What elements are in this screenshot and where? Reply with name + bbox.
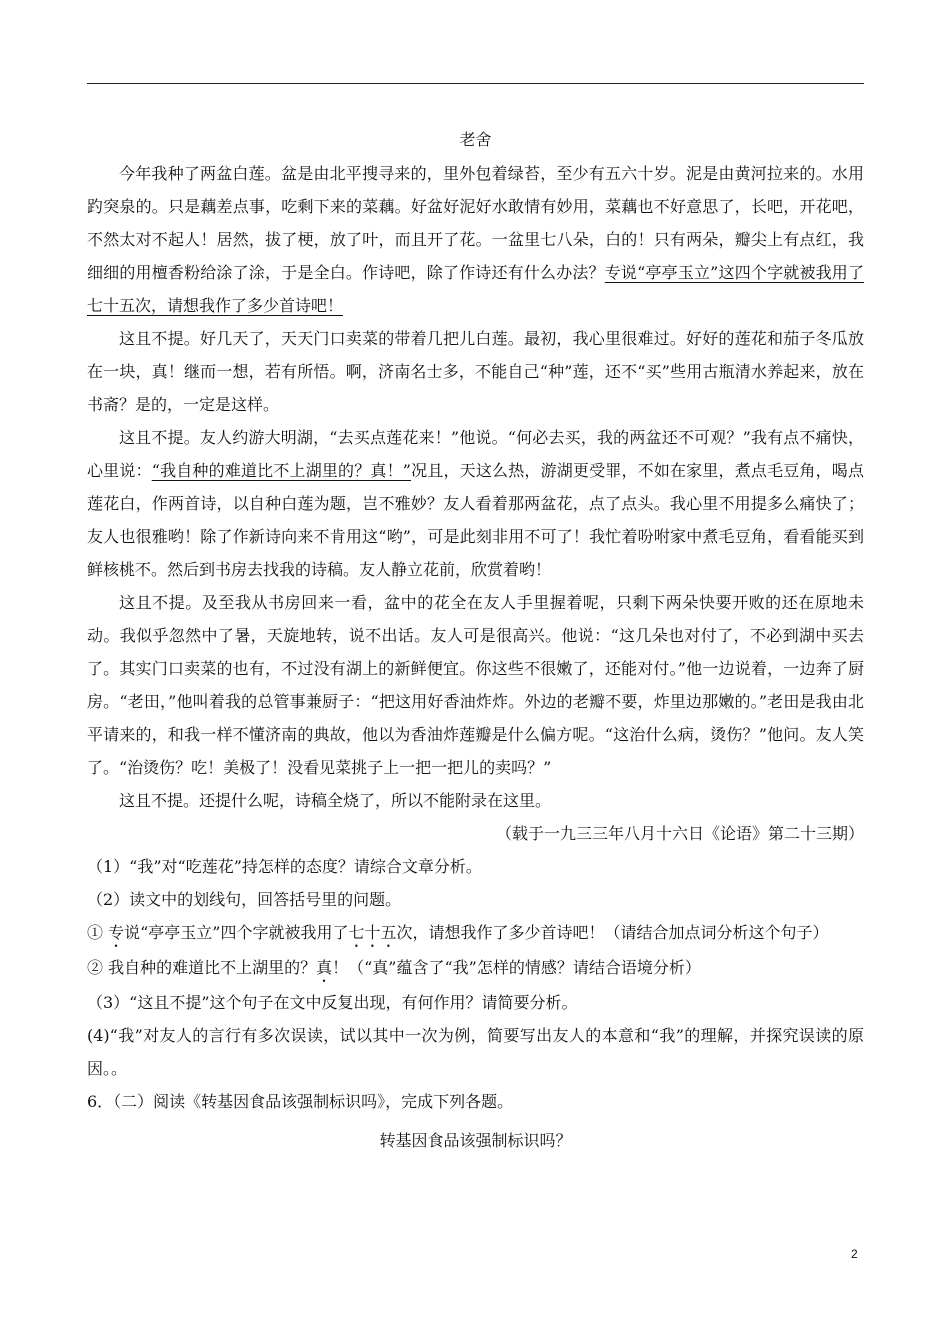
question-text: 次，请想我作了多少首诗吧！（请结合加点词分析这个句子） <box>396 923 829 942</box>
section-6-intro: 6．（二）阅读《转基因食品该强制标识吗》，完成下列各题。 <box>87 1092 514 1111</box>
item-marker: ① <box>87 923 109 942</box>
underlined-sentence-1: 专说“亭亭玉立”这四个字就被我用了七十五次，请想我作了多少首诗吧！ <box>87 263 864 315</box>
article-paragraph-3 <box>87 421 864 586</box>
article-paragraph-2: 这且不提。好几天了，天天门口卖菜的带着几把儿白莲。最初，我心里很难过。好好的莲花和茄子冬瓜放在一块，真！继而一想，若有所悟。啊，济南名士多，不能自己“种”莲，还不“买”些用古瓶清水养起来，放在书斋？是的，一定是这样。 <box>87 329 864 414</box>
article-paragraph-4: 这且不提。及至我从书房回来一看，盆中的花全在友人手里握着呢，只剩下两朵快要开败的还在原地未动。我似乎忽然中了暑，天旋地转，说不出话。友人可是很高兴。他说：“这几朵也对付了，不必到湖中买去了。其实门口卖菜的也有，不过没有湖上的新鲜便宜。你这些不很嫩了，还能对付。”他一边说着，一边奔了厨房。“老田，”他叫着我的总管事兼厨子：“把这用好香油炸炸。外边的老瓣不要，炸里边那嫩的。”老田是我由北平请来的，和我一样不懂济南的典故，他以为香油炸莲瓣是什么偏方呢。“这治什么病，烫伤？”他问。友人笑了。“治烫伤？吃！美极了！没看见菜挑子上一把一把儿的卖吗？” <box>87 593 864 777</box>
article-paragraph-5: 这且不提。还提什么呢，诗稿全烧了，所以不能附录在这里。 <box>119 791 552 810</box>
paragraph-text: 况且，天这么热，游湖更受罪，不如在家里，煮点毛豆角，喝点莲花白，作两首诗，以自种白莲为题，岂不雅妙？友人看着那两盆花，点了点头。我心里不用提多么痛快了；友人也很雅哟！除了作新诗向来不肯用这“哟”，可是此刻非用不可了！我忙着吩咐家中煮毛豆角，看看能买到鲜核桃不。然后到书房去找我的诗稿。友人静立花前，欣赏着哟！ <box>87 461 864 579</box>
dotted-word: 专 <box>108 923 125 942</box>
dotted-word: 七十五 <box>348 923 397 942</box>
dotted-word: 真 <box>316 958 333 977</box>
question-3: （3）“这且不提”这个句子在文中反复出现，有何作用？请简要分析。 <box>87 993 578 1012</box>
article-paragraph-1 <box>87 157 864 322</box>
section-6-title: 转基因食品该强制标识吗？ <box>379 1131 572 1150</box>
source-citation: （载于一九三三年八月十六日《论语》第二十三期） <box>495 824 864 843</box>
paragraph-text: 今年我种了两盆白莲。盆是由北平搜寻来的，里外包着绿苔，至少有五六十岁。泥是由黄河拉来的。水用趵突泉的。只是藕差点事，吃剩下来的菜藕。好盆好泥好水敢情有妙用，菜藕也不好意思了，长吧，开花吧，不然太对不起人！居然，拔了梗，放了叶，而且开了花。一盆里七八朵，白的！只有两朵，瓣尖上有点红，我细细的用檀香粉给涂了涂，于是全白。作诗吧，除了作诗还有什么办法？ <box>87 164 864 282</box>
question-text: 说“亭亭玉立”四个字就被我用了 <box>124 923 349 942</box>
question-2-part-2 <box>87 951 864 986</box>
header-rule <box>87 83 864 84</box>
question-text: ② 我自种的难道比不上湖里的？ <box>87 958 317 977</box>
paragraph-text: 这且不提。友人约游大明湖，“去买点莲花来！”他说。“何必去买，我的两盆还不可观？”我有点不痛快，心里说： <box>87 428 864 480</box>
question-1: （1）“我”对“吃莲花”持怎样的态度？请综合文章分析。 <box>87 857 482 876</box>
underlined-sentence-2: “我自种的难道比不上湖里的？真！” <box>151 461 411 480</box>
author-name: 老舍 <box>459 130 492 149</box>
page-number: 2 <box>851 1247 858 1261</box>
question-4: (4)“我”对友人的言行有多次误读，试以其中一次为例，简要写出友人的本意和“我”的理解，并探究误读的原因。。 <box>87 1026 864 1078</box>
question-2: （2）读文中的划线句，回答括号里的问题。 <box>87 890 402 909</box>
question-text: ！（“真”蕴含了“我”怎样的情感？请结合语境分析） <box>332 958 701 977</box>
document-body <box>87 124 864 1157</box>
question-2-part-1 <box>87 916 864 951</box>
